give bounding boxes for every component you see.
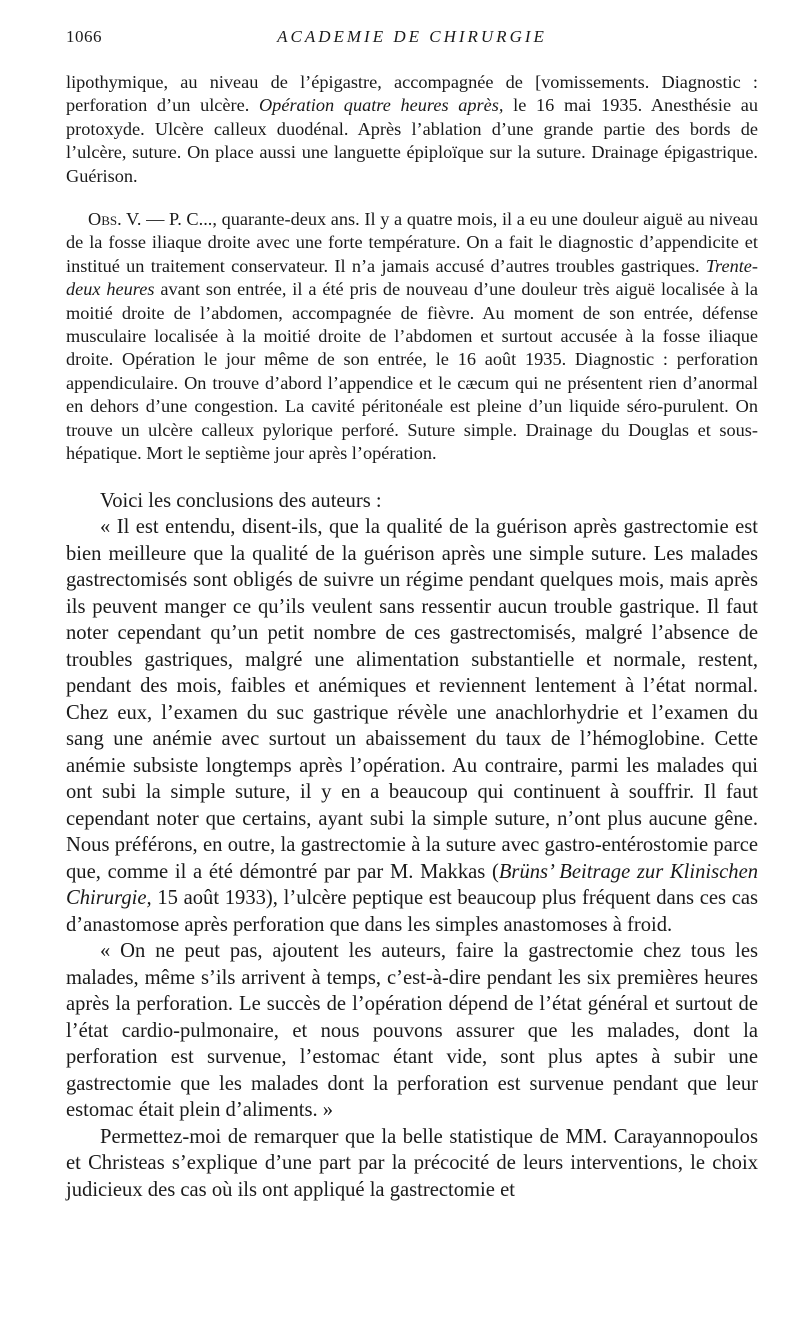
observation-label: Obs. V. <box>88 209 142 230</box>
page-header <box>66 22 758 52</box>
document-page <box>66 22 758 1203</box>
observation-paragraph-continued: lipothymique, au niveau de l’épigastre, accompagnée de [vomissements. Diagnostic : perforation d’un ulcère. Opération quatre heures après, le 16 mai 1935. Anesthésie au protoxyde. Ulcère calleux duodénal. Après l’ablation d’une grande partie des bords de l’ulcère, suture. On place aussi une languette épiploïque sur la suture. Drainage épigastrique. Guérison. <box>66 72 759 186</box>
commentary-paragraph: Permettez-moi de remarquer que la belle statistique de MM. Carayannopoulos et Christeas s’explique d’une part par la précocité de leurs interventions, le choix judicieux des cas où ils ont appliqué la gastrectomie et <box>66 1125 758 1201</box>
quoted-conclusion-1: « Il est entendu, disent-ils, que la qualité de la guérison après gastrectomie est bien meilleure que la qualité de la guérison après une simple suture. Les malades gastrectomisés sont obligés de suivre un régime pendant quelques mois, mais après ils peuvent manger ce qu’ils veulent sans ressentir aucun trouble gastrique. Il faut noter cependant qu’un petit nombre de ces gastrectomisés, malgré l’absence de troubles gastriques, malgré une alimentation substantielle et normale, restent, pendant des mois, faibles et anémiques et reviennent lentement à l’état normal. Chez eux, l’examen du suc gastrique révèle une anachlorhydrie et l’examen du sang une anémie avec surtout un abaissement du taux de l’hémoglobine. Cette anémie subsiste longtemps après l’opération. Au contraire, parmi les malades qui ont subi la simple suture, il y en a beaucoup qui continuent à souffrir. Il faut cependant noter que certains, ayant subi la simple suture, n’ont plus aucune gêne. Nous préférons, en outre, la gastrectomie à la suture avec gastro-entérostomie parce que, comme il a été démontré par par M. Makkas (Brüns’ Beitrage zur Klinischen Chirurgie, 15 août 1933), l’ulcère peptique est beaucoup plus fréquent dans ces cas d’anastomose après perforation que dans les simples anastomoses à froid. <box>66 516 759 936</box>
quoted-conclusion-2: « On ne peut pas, ajoutent les auteurs, faire la gastrectomie chez tous les malades, même s’ils arrivent à temps, c’est-à-dire pendant les six premières heures après la perforation. Le succès de l’opération dépend de l’état général et surtout de l’état cardio-pulmonaire, et nous pouvons assurer que les malades, dont la perforation est survenue, l’estomac étant vide, sont plus aptes à subir une gastrectomie que les malades dont la perforation est survenue pendant que leur estomac était plein d’aliments. » <box>66 940 758 1121</box>
running-title: ACADEMIE DE CHIRURGIE <box>277 27 547 46</box>
page-number: 1066 <box>66 27 102 46</box>
observation-v-paragraph: Obs. V. — P. C..., quarante-deux ans. Il y a quatre mois, il a eu une douleur aiguë au niveau de la fosse iliaque droite avec une forte température. On a fait le diagnostic d’appendicite et institué un traitement conservateur. Il n’a jamais accusé d’autres troubles gastriques. Trente-deux heures avant son entrée, il a été pris de nouveau d’une douleur très aiguë localisée à la moitié droite de l’abdomen, accompagnée de fièvre. Au moment de son entrée, défense musculaire localisée à la moitié droite de l’abdomen et surtout accusée à la fosse iliaque droite. Opération le jour même de son entrée, le 16 août 1935. Diagnostic : perforation appendiculaire. On trouve d’abord l’appendice et le cæcum qui ne présentent rien d’anormal en dehors d’une congestion. La cavité péritonéale est pleine d’un liquide séro-purulent. On trouve un ulcère calleux pylorique perforé. Suture simple. Drainage du Douglas et sous-hépatique. Mort le septième jour après l’opération. <box>66 209 759 464</box>
conclusions-intro: Voici les conclusions des auteurs : <box>100 489 382 512</box>
